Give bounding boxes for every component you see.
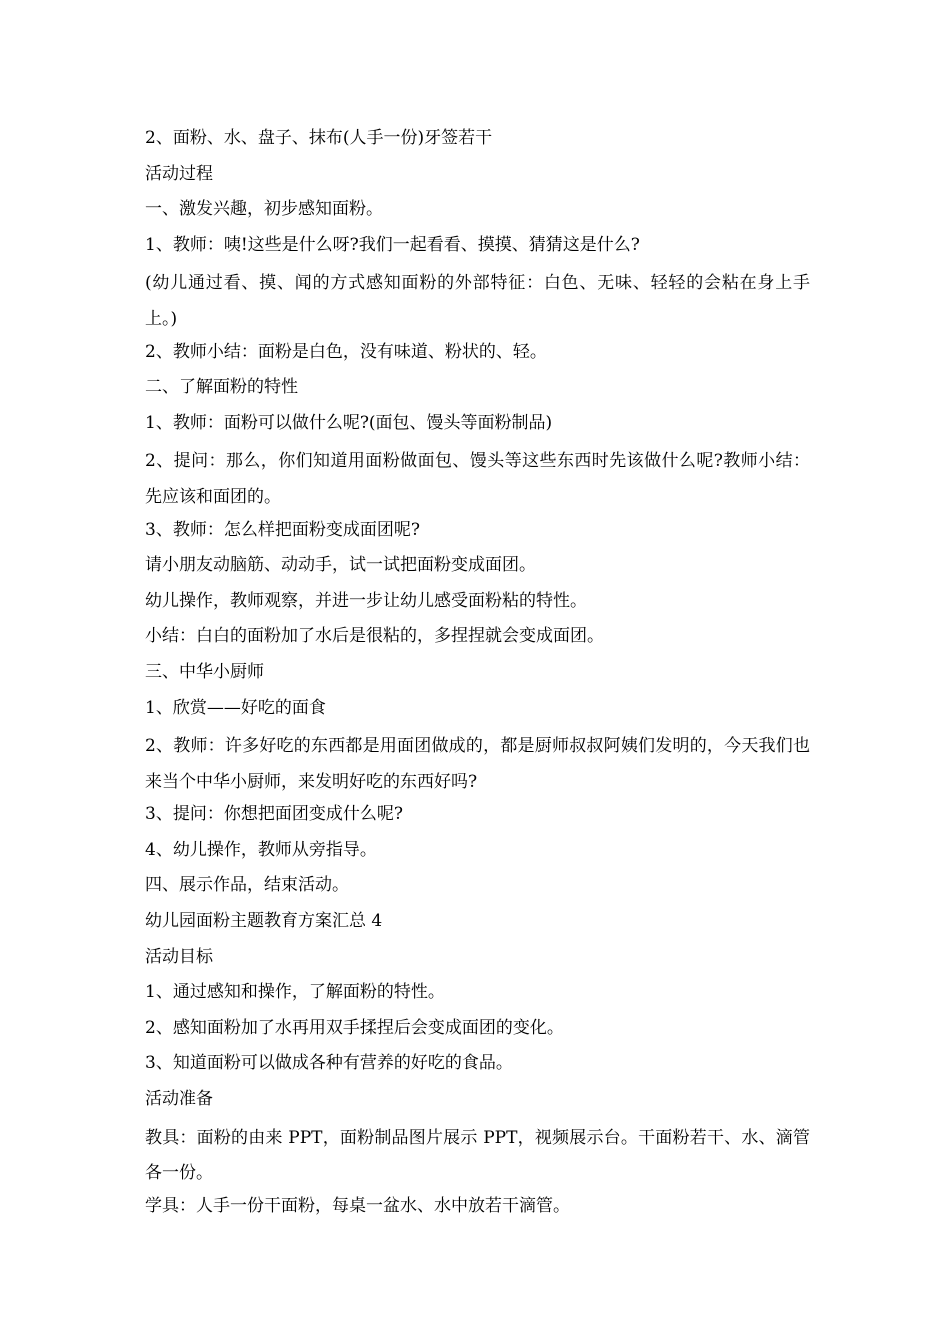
paragraph: 3、知道面粉可以做成各种有营养的好吃的食品。 bbox=[145, 1053, 513, 1074]
section-heading-preparation: 活动准备 bbox=[145, 1089, 213, 1110]
section-heading-goals: 活动目标 bbox=[145, 946, 213, 967]
paragraph: 小结：白白的面粉加了水后是很粘的，多捏捏就会变成面团。 bbox=[145, 626, 604, 647]
paragraph: 3、教师：怎么样把面粉变成面团呢? bbox=[145, 519, 420, 540]
paragraph: 学具：人手一份干面粉，每桌一盆水、水中放若干滴管。 bbox=[145, 1195, 570, 1216]
paragraph: 教具：面粉的由来 PPT，面粉制品图片展示 PPT，视频展示台。干面粉若干、水、滴管各一份。 bbox=[145, 1127, 810, 1184]
paragraph: 1、教师：面粉可以做什么呢?(面包、馒头等面粉制品) bbox=[145, 412, 553, 433]
step-heading-4: 四、展示作品，结束活动。 bbox=[145, 875, 349, 896]
paragraph: 2、教师：许多好吃的东西都是用面团做成的，都是厨师叔叔阿姨们发明的，今天我们也来当个中华小厨师，来发明好吃的东西好吗? bbox=[145, 736, 810, 792]
paragraph: 幼儿操作，教师观察，并进一步让幼儿感受面粉粘的特性。 bbox=[145, 590, 587, 611]
paragraph: 请小朋友动脑筋、动动手，试一试把面粉变成面团。 bbox=[145, 555, 536, 576]
paragraph: 2、教师小结：面粉是白色，没有味道、粉状的、轻。 bbox=[145, 341, 547, 362]
document-body bbox=[145, 124, 810, 1227]
plan-title: 幼儿园面粉主题教育方案汇总 4 bbox=[145, 911, 383, 932]
paragraph: 4、幼儿操作，教师从旁指导。 bbox=[145, 839, 377, 860]
paragraph: 1、通过感知和操作，了解面粉的特性。 bbox=[145, 982, 445, 1003]
paragraph: (幼儿通过看、摸、闻的方式感知面粉的外部特征：白色、无味、轻轻的会粘在身上手上。) bbox=[145, 273, 810, 329]
materials-line: 2、面粉、水、盘子、抹布(人手一份)牙签若干 bbox=[145, 128, 493, 148]
paragraph: 2、感知面粉加了水再用双手揉捏后会变成面团的变化。 bbox=[145, 1017, 564, 1038]
step-heading-1: 一、激发兴趣，初步感知面粉。 bbox=[145, 199, 383, 220]
paragraph: 2、提问：那么，你们知道用面粉做面包、馒头等这些东西时先该做什么呢?教师小结：先应该和面团的。 bbox=[145, 451, 810, 507]
paragraph: 1、欣赏——好吃的面食 bbox=[145, 697, 326, 718]
step-heading-2: 二、了解面粉的特性 bbox=[145, 377, 298, 398]
paragraph: 1、教师：咦!这些是什么呀?我们一起看看、摸摸、猜猜这是什么? bbox=[145, 234, 640, 255]
section-heading-process: 活动过程 bbox=[145, 163, 213, 184]
paragraph: 3、提问：你想把面团变成什么呢? bbox=[145, 804, 403, 825]
step-heading-3: 三、中华小厨师 bbox=[145, 661, 264, 682]
